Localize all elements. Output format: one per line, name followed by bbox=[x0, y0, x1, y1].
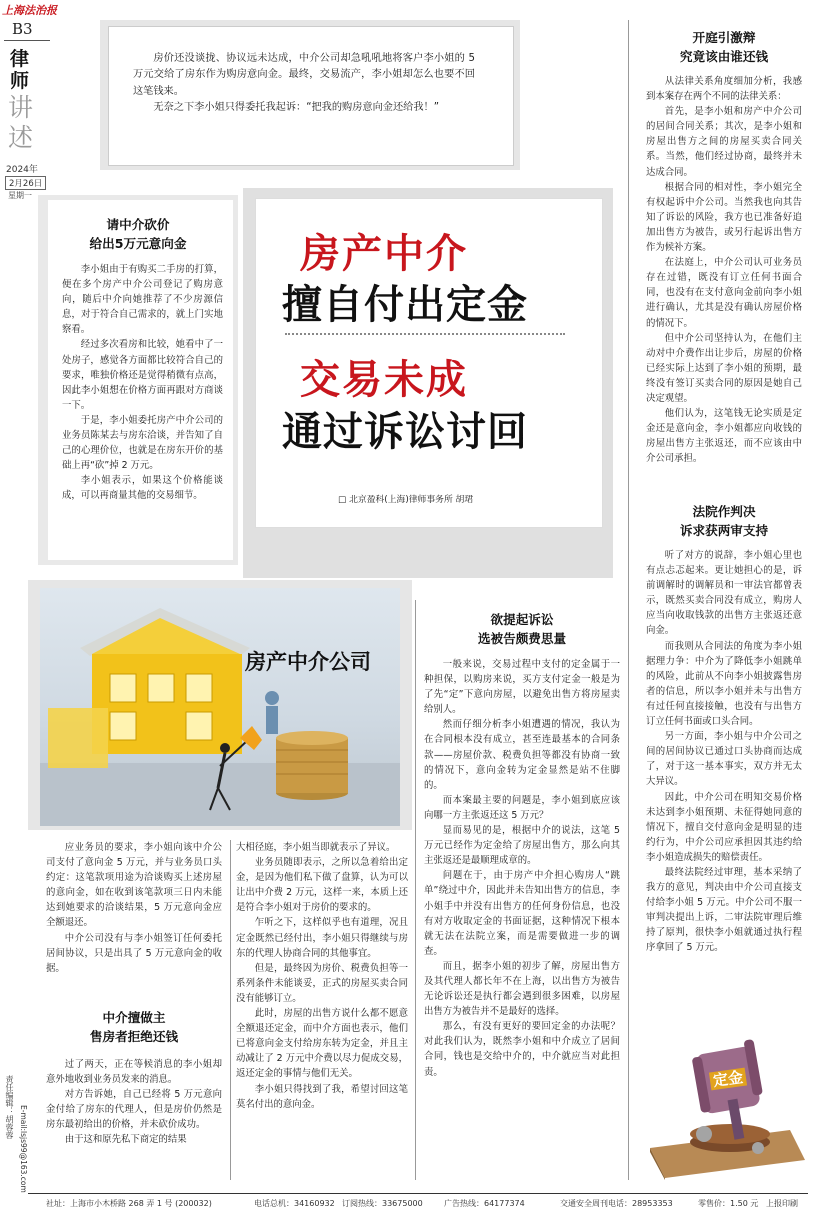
column-name-lv: 律 bbox=[10, 48, 30, 70]
headline-line-3: 交易未成 bbox=[300, 356, 468, 403]
col-a-paragraph-3: 过了两天，正在等候消息的李小姐却意外地收到业务员发来的消息。 bbox=[46, 1059, 222, 1086]
footer-price: 零售价：1.50 元 bbox=[698, 1199, 759, 1208]
section-label: B3 bbox=[12, 20, 33, 38]
separator-bc bbox=[415, 600, 416, 1180]
col-c-paragraph-2: 然而仔细分析李小姐遭遇的情况，我认为在合同根本没有成立，甚至连最基本的合同条款——房屋价款、税费负担等都没有协商一致的情况下，意向金转为定金显然是站不住脚的。 bbox=[424, 719, 620, 791]
footer-subscribe: 订阅热线：33675000 bbox=[342, 1199, 423, 1208]
col-d-heading-4: 诉求获两审支持 bbox=[679, 523, 769, 538]
sec1-body bbox=[62, 262, 223, 504]
separator-cd bbox=[628, 20, 629, 1180]
col-a-paragraph-1: 应业务员的要求，李小姐向该中介公司支付了意向金 5 万元，并与业务员口头约定：这笔款项用途为洽谈购买上述房屋的意向金，如在收到该笔款项三日内未能达到她要求的洽谈结果，5 万元意向金应全额退还。 bbox=[46, 842, 222, 929]
gavel-label: 定金 bbox=[709, 1068, 747, 1091]
col-d-paragraph-11: 最终法院经过审理，基本采纳了我方的意见，判决由中介公司直接支付给李小姐 5 万元。中介公司不服一审判决提出上诉，二审法院审理后维持了原判，很快李小姐就通过执行程序拿回了 5 万元。 bbox=[646, 866, 802, 954]
col-a-paragraph-4: 对方告诉她，自己已经将 5 万元意向金付给了房东的代理人，但是房价仍然是房东最初给出的价格，并未砍价成功。 bbox=[46, 1089, 222, 1131]
col-c-paragraph-6: 而且，据李小姐的初步了解，房屋出售方及其代理人都长年不在上海，以出售方为被告无论诉讼还是执行都会遇到很多困难，以房屋出售方为被告并不是最好的选择。 bbox=[424, 960, 620, 1018]
sec1-paragraph-1: 李小姐由于有购买二手房的打算，便在多个房产中介公司登记了购房意向，随后中介向她推荐了不少房源信息，对于符合自己需求的，就上门实地察看。 bbox=[62, 264, 223, 336]
col-d-paragraph-1: 从法律关系角度细加分析，我感到本案存在两个不同的法律关系： bbox=[646, 76, 802, 103]
illustration-sign: 房产中介公司 bbox=[245, 649, 371, 674]
intro-paragraph-2: 无奈之下李小姐只得委托我起诉：“把我的购房意向金还给我！” bbox=[153, 102, 440, 114]
col-b-paragraph-4: 但是，最终因为房价、税费负担等一系列条件未能谈妥，正式的房屋买卖合同没有能够订立。 bbox=[236, 962, 408, 1004]
column-name-jiang: 讲 bbox=[8, 93, 34, 122]
footer-printer: 上报印刷 bbox=[766, 1199, 798, 1208]
footer bbox=[46, 1198, 806, 1212]
col-b-body bbox=[236, 840, 408, 1112]
headline-line-1: 房产中介 bbox=[300, 230, 468, 277]
editor-credit: 责任编辑：胡蓉蓉 bbox=[5, 1075, 14, 1139]
col-d-paragraph-7: 听了对方的说辞，李小姐心里也有点忐忑起来。更让她担心的是，诉前调解时的调解员和一审法官都曾表示，既然买卖合同没有成立，购房人应当向收取钱款的出售方主张返还意向金。 bbox=[646, 550, 802, 637]
separator-ab bbox=[230, 840, 231, 1180]
col-a-body-1 bbox=[46, 840, 222, 976]
col-d-paragraph-3: 根据合同的相对性，李小姐完全有权起诉中介公司。当然我也向其告知了诉讼的风险，我方也已准备好追加出售方为被告，或另行起诉出售方作为候补方案。 bbox=[646, 181, 802, 254]
col-d-paragraph-4: 在法庭上，中介公司认可业务员存在过错，既没有订立任何书面合同，也没有在支付意向金前向李小姐进行确认，尤其是没有确认房屋价格的情况下。 bbox=[646, 257, 802, 329]
col-b-paragraph-2: 业务员随即表示，之所以急着给出定金，是因为他们私下做了盘算，认为可以让出中介费 2 万元，这样一来，本质上还是符合李小姐对于房价的要求的。 bbox=[236, 857, 408, 914]
col-d-paragraph-10: 因此，中介公司在明知交易价格未达到李小姐预期、未征得她同意的情况下，擅自交付意向金是明显的违约行为，中介公司应承担因其违约给李小姐造成损失的赔偿责任。 bbox=[646, 791, 802, 863]
headline-divider bbox=[285, 333, 565, 335]
footer-ads: 广告热线：64177374 bbox=[444, 1199, 525, 1208]
gavel-icon bbox=[640, 1030, 810, 1180]
col-d-heading-1: 开庭引激辩 bbox=[692, 30, 756, 45]
editor-email: E-mail:lsjs99@163.com bbox=[19, 1105, 28, 1193]
col-c-paragraph-1: 一般来说，交易过程中支付的定金属于一种担保，以购房来说，买方支付定金一般是为了先“定”下意向房屋，以避免出售方将房屋卖给别人。 bbox=[424, 659, 620, 716]
col-c-heading-2: 选被告颇费思量 bbox=[477, 631, 567, 646]
footer-rule bbox=[28, 1193, 808, 1194]
issue-year: 2024年 bbox=[6, 165, 38, 175]
col-a-paragraph-2: 中介公司没有与李小姐签订任何委托居间协议，只是出具了 5 万元意向金的收据。 bbox=[46, 932, 222, 974]
footer-address: 社址：上海市小木桥路 268 弄 1 号 (200032) bbox=[46, 1199, 212, 1208]
col-c-paragraph-5: 问题在于，由于房产中介担心购房人“跳单”绕过中介，因此并未告知出售方的信息，李小姐手中并没有出售方的任何身份信息，也没有对方收取定金的书面证据，这种情况下根本就无法在法院立案，而是需要做进一步的调查。 bbox=[424, 870, 620, 957]
col-a-heading-1: 中介擅做主 bbox=[102, 1010, 166, 1025]
col-c-paragraph-4: 显而易见的是，根据中介的说法，这笔 5 万元已经作为定金给了房屋出售方，那么向其主张返还是最顺理成章的。 bbox=[424, 825, 620, 867]
sec1-paragraph-2: 经过多次看房和比较，她看中了一处房子，感觉各方面都比较符合自己的要求，唯独价格还是觉得稍微有点高，因此李小姐想在价格方面再跟对方商谈一下。 bbox=[62, 339, 223, 411]
headline-line-2: 擅自付出定金 bbox=[282, 281, 528, 328]
footer-transport: 交通安全周刊电话：28953353 bbox=[560, 1199, 673, 1208]
col-b-paragraph-1: 大相径庭，李小姐当即就表示了异议。 bbox=[236, 842, 396, 853]
col-d-paragraph-5: 但中介公司坚持认为，在他们主动对中介费作出让步后，房屋的价格已经实际上达到了李小姐的预期，最终没有签订买卖合同的原因是她自己决定观望。 bbox=[646, 332, 802, 404]
intro-paragraph-1: 房价还没谈拢、协议远未达成，中介公司却急吼吼地将客户李小姐的 5 万元交给了房东作为购房意向金。最终，交易流产，李小姐却怎么也要不回这笔钱来。 bbox=[133, 53, 475, 97]
masthead bbox=[0, 0, 70, 200]
col-a-body-2 bbox=[46, 1057, 222, 1148]
sec1-heading-1: 请中介砍价 bbox=[106, 217, 170, 232]
gavel-illustration bbox=[640, 1030, 810, 1180]
illustration-photo bbox=[40, 588, 400, 826]
column-name-shu: 述 bbox=[8, 123, 34, 152]
col-a-paragraph-5: 由于这和原先私下商定的结果 bbox=[64, 1134, 187, 1146]
col-d-paragraph-6: 他们认为，这笔钱无论实质是定金还是意向金，李小姐都应向收钱的房屋出售方主张返还，而不应该由中介公司承担。 bbox=[646, 408, 802, 465]
footer-phone: 电话总机：34160932 bbox=[254, 1199, 335, 1208]
col-c-body bbox=[424, 657, 620, 1080]
col-b-paragraph-3: 乍听之下，这样似乎也有道理，况且定金既然已经付出，李小姐只得继续与房东的代理人协商合同的其他事宜。 bbox=[236, 917, 408, 959]
headline-line-4: 通过诉讼讨回 bbox=[282, 408, 528, 455]
col-c-paragraph-7: 那么，有没有更好的要回定金的办法呢？对此我们认为，既然李小姐和中介成立了居间合同，钱也是交给中介的，中介就应当对此担责。 bbox=[424, 1021, 620, 1078]
col-b-paragraph-5: 此时，房屋的出售方说什么都不愿意全额退还定金，而中介方面也表示，他们已将意向金支付给房东转为定金，并且主动减让了 2 万元中介费以尽力促成交易，返还定金的事情与他们无关。 bbox=[236, 1008, 408, 1080]
col-d-body-2 bbox=[646, 548, 802, 956]
col-d-heading-3: 法院作判决 bbox=[692, 504, 756, 519]
sec1-heading-2: 给出5万元意向金 bbox=[89, 236, 187, 251]
col-d-body-1 bbox=[646, 74, 802, 466]
intro-box bbox=[108, 26, 514, 166]
issue-weekday: 星期一 bbox=[8, 191, 32, 200]
col-a-heading-2: 售房者拒绝还钱 bbox=[89, 1029, 179, 1044]
col-d-paragraph-8: 而我则从合同法的角度为李小姐据理力争：中介为了降低李小姐跳单的风险，此前从不向李小姐披露售房者的信息，所以李小姐并未与出售方有过任何直接接触，也没有与出售方订立任何书面或口头合同。 bbox=[646, 640, 802, 728]
col-c-paragraph-3: 而本案最主要的问题是，李小姐到底应该向哪一方主张返还这 5 万元？ bbox=[424, 794, 620, 821]
col-c-heading-1: 欲提起诉讼 bbox=[490, 612, 554, 627]
column-name-shi: 师 bbox=[10, 70, 30, 92]
issue-date: 2月26日 bbox=[5, 176, 46, 190]
newspaper-logo: 上海法治报 bbox=[2, 4, 57, 17]
col-d-paragraph-2: 首先，是李小姐和房产中介公司的居间合同关系；其次，是李小姐和房屋出售方之间的房屋买卖合同关系。当然，他们经过协商，最终并未达成合同。 bbox=[646, 106, 802, 178]
sec1-paragraph-3: 于是，李小姐委托房产中介公司的业务员陈某去与房东洽谈，并告知了自己的心理价位，也就是在房东开价的基础上再“砍”掉 2 万元。 bbox=[62, 414, 223, 472]
col-d-heading-2: 究竟该由谁还钱 bbox=[679, 49, 769, 64]
col-d-paragraph-9: 另一方面，李小姐与中介公司之间的居间协议已通过口头协商而达成了，对于这一基本事实，双方并无太大异议。 bbox=[646, 731, 802, 788]
col-b-paragraph-6: 李小姐只得找到了我，希望讨回这笔莫名付出的意向金。 bbox=[236, 1083, 408, 1110]
sec1-paragraph-4: 李小姐表示，如果这个价格能谈成，可以再商量其他的交易细节。 bbox=[62, 475, 223, 502]
byline: □ 北京盈科(上海)律师事务所 胡珺 bbox=[338, 495, 474, 505]
house-illustration bbox=[40, 588, 400, 826]
